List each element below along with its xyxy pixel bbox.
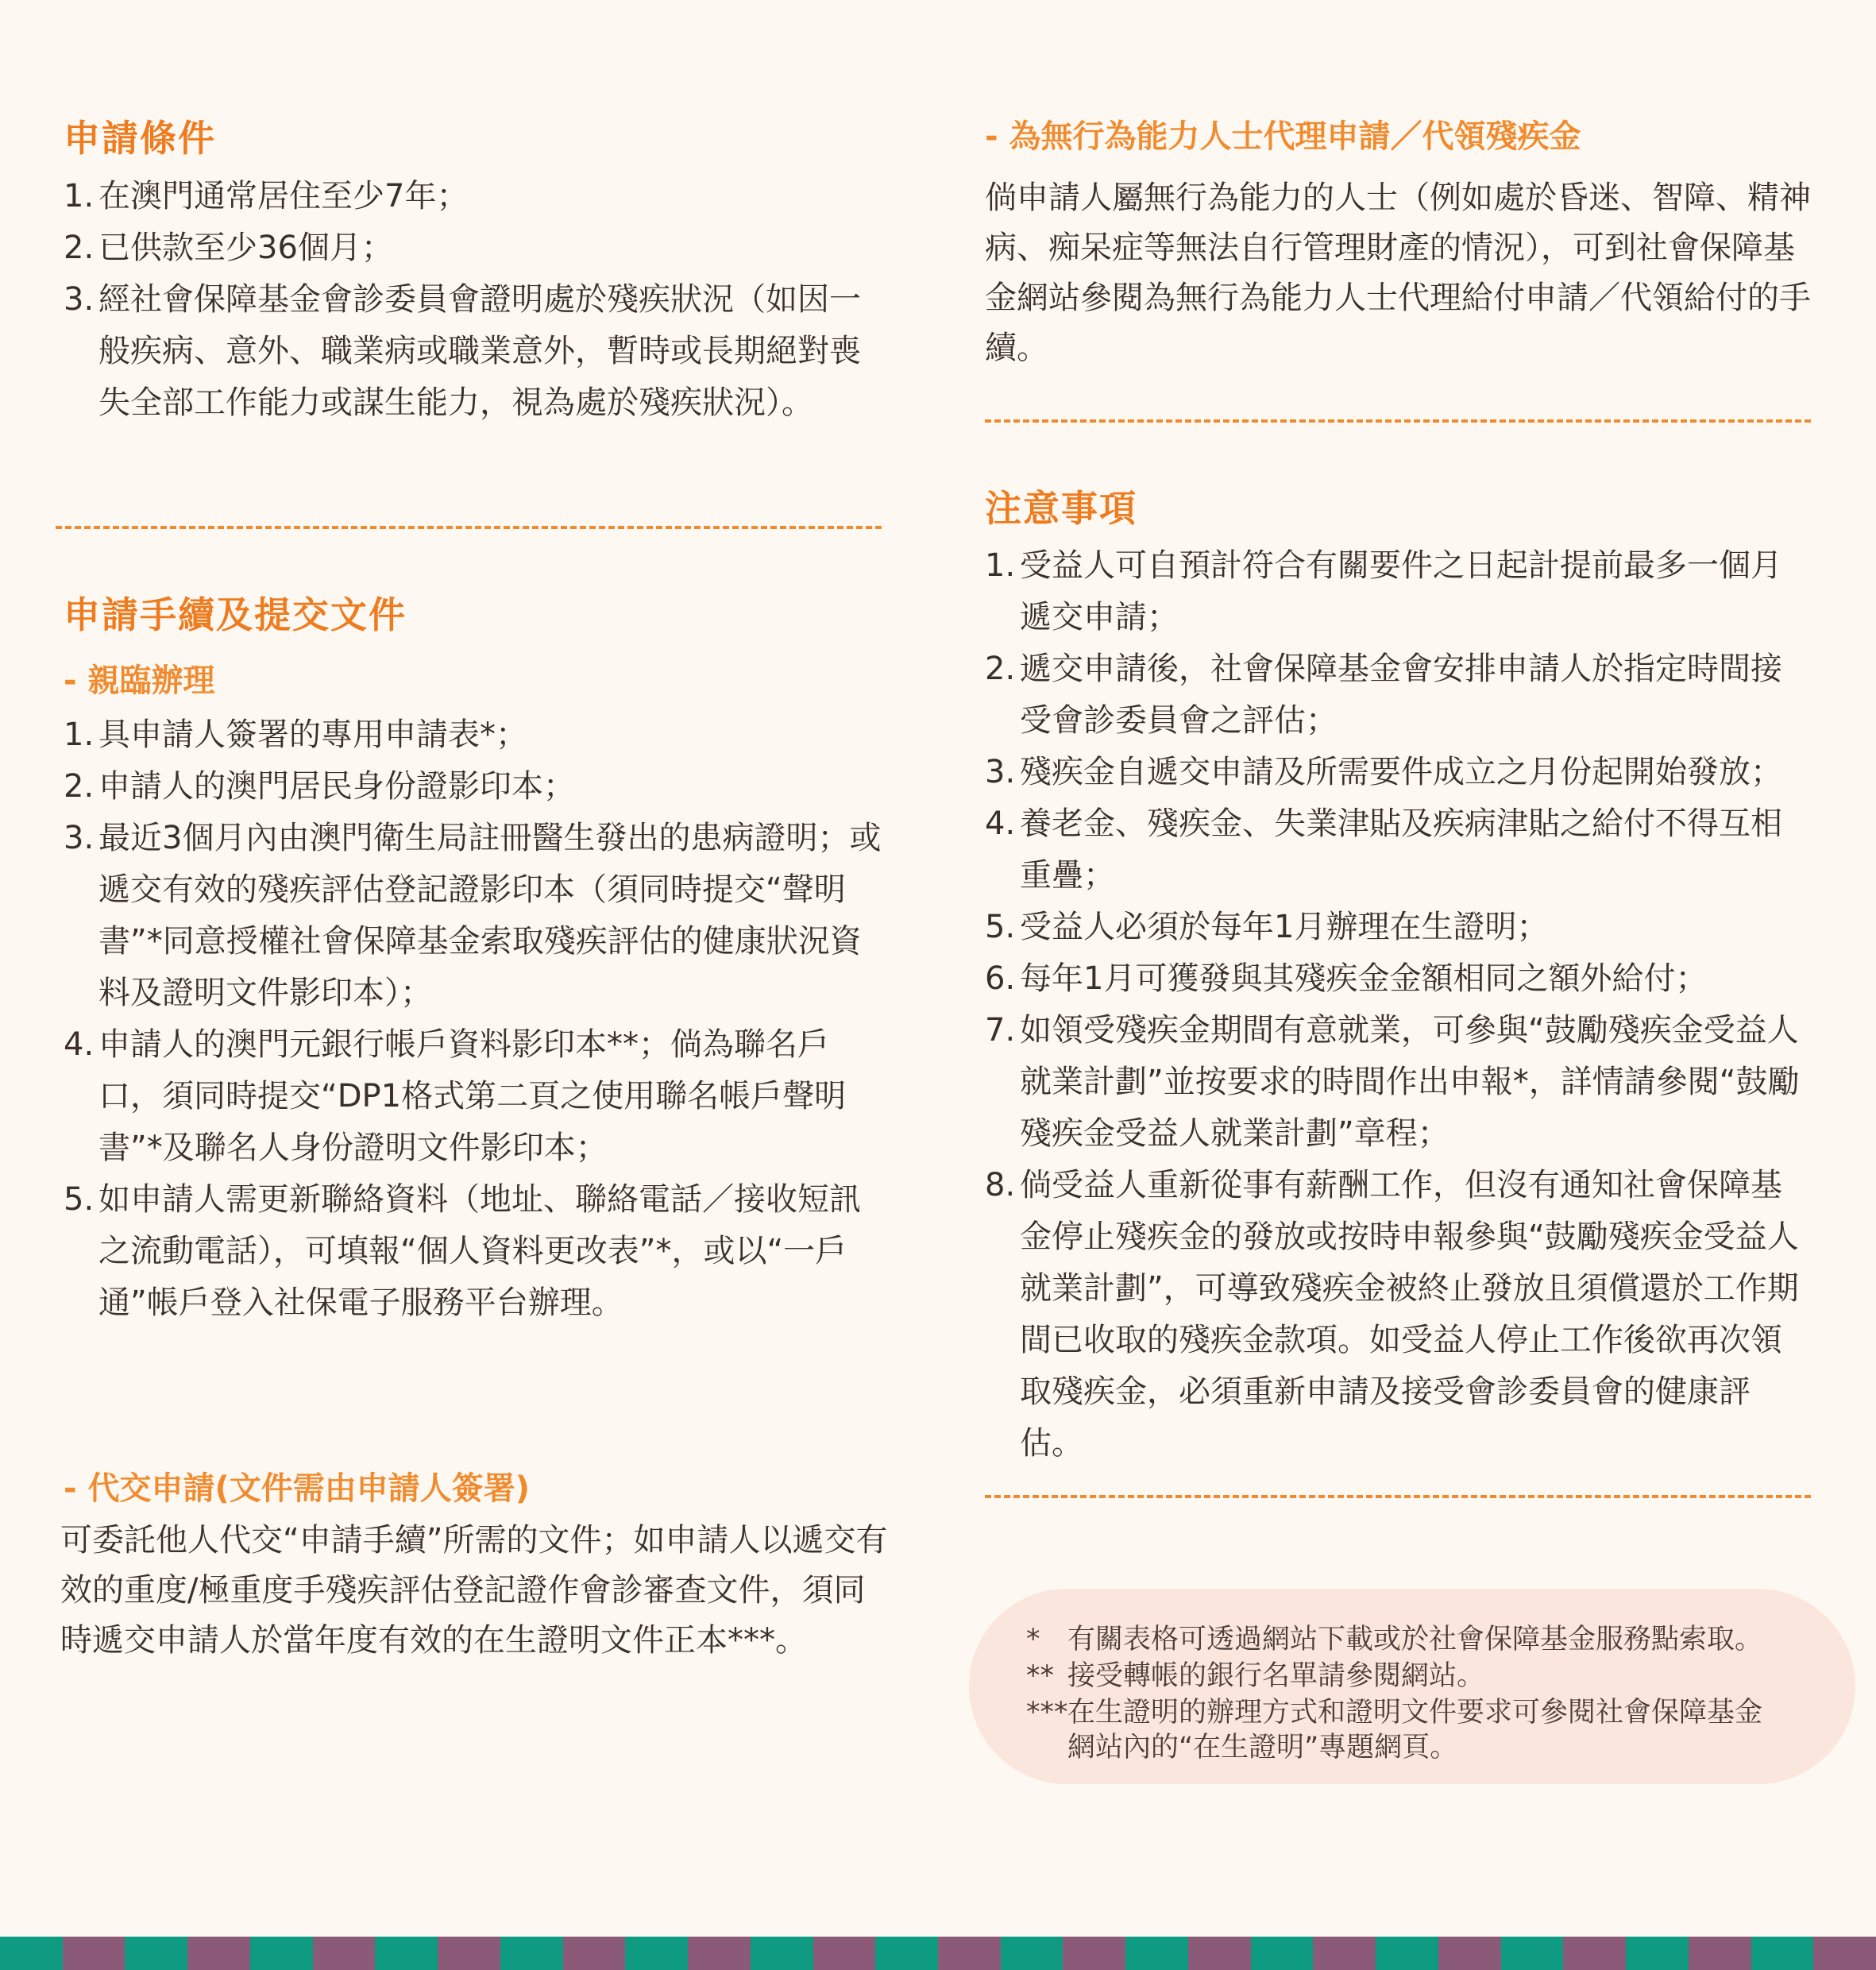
item-text: 倘受益人重新從事有薪酬工作，但沒有通知社會保障基金停止殘疾金的發放或按時申報參與“鼓勵殘疾金受益人就業計劃”，可導致殘疾金被終止發放且須償還於工作期間已收取的殘疾金款項。如受益人停止工作後欲再次領取殘疾金，必須重新申請及接受會診委員會的健康評估。: [1020, 1167, 1799, 1462]
item-text: 經社會保障基金會診委員會證明處於殘疾狀況（如因一般疾病、意外、職業病或職業意外，暫時或長期絕對喪失全部工作能力或謀生能力，視為處於殘疾狀況）。: [98, 281, 861, 421]
incapacitated-text: 倘申請人屬無行為能力的人士（例如處於昏迷、智障、精神病、痴呆症等無法自行管理財產的情況），可到社會保障基金網站參閱為無行為能力人士代理給付申請／代領給付的手續。: [985, 180, 1811, 366]
item-number: 2.: [64, 768, 95, 805]
footnote: [1026, 1654, 1484, 1694]
stripe-segment: [1813, 1937, 1876, 1970]
incapacitated-subtitle: - 為無行為能力人士代理申請／代領殘疾金: [985, 118, 1581, 155]
list-item: [64, 274, 890, 429]
stripe-segment: [1501, 1937, 1564, 1970]
footnote-mark: ***: [1026, 1697, 1068, 1729]
stripe-segment: [0, 1937, 63, 1970]
item-number: 1.: [985, 547, 1016, 584]
list-item: [985, 1005, 1811, 1160]
item-number: 3.: [64, 281, 95, 318]
stripe-segment: [375, 1937, 438, 1970]
item-text: 殘疾金自遞交申請及所需要件成立之月份起開始發放；: [1020, 754, 1782, 790]
proxy-text: 可委託他人代交“申請手續”所需的文件；如申請人以遞交有效的重度/極重度手殘疾評估登記證作會診審查文件，須同時遞交申請人於當年度有效的在生證明文件正本***。: [60, 1522, 888, 1659]
list-item: [985, 643, 1811, 747]
item-number: 1.: [64, 717, 95, 753]
stripe-segment: [1626, 1937, 1689, 1970]
item-number: 2.: [985, 651, 1016, 687]
item-number: 4.: [985, 805, 1016, 842]
item-number: 3.: [985, 754, 1016, 790]
notes-title: 注意事項: [985, 487, 1137, 530]
list-item: [64, 761, 890, 813]
stripe-segment: [1313, 1937, 1376, 1970]
footnote-mark: **: [1026, 1660, 1054, 1692]
item-number: 7.: [985, 1012, 1016, 1049]
item-text: 申請人的澳門居民身份證影印本；: [98, 768, 575, 805]
stripe-segment: [1376, 1937, 1438, 1970]
stripe-segment: [1689, 1937, 1751, 1970]
footnote-text: 接受轉帳的銀行名單請參閱網站。: [1067, 1660, 1485, 1692]
list-item: [64, 1019, 890, 1174]
procedure-title: 申請手續及提交文件: [64, 593, 407, 636]
stripe-segment: [1188, 1937, 1251, 1970]
item-number: 6.: [985, 960, 1016, 997]
item-text: 具申請人簽署的專用申請表*；: [98, 717, 527, 753]
stripe-segment: [438, 1937, 500, 1970]
footnote-continuation: 網站內的“在生證明”專題網頁。: [1067, 1732, 1458, 1763]
stripe-segment: [500, 1937, 563, 1970]
stripe-segment: [63, 1937, 125, 1970]
stripe-segment: [1063, 1937, 1125, 1970]
stripe-segment: [563, 1937, 626, 1970]
item-number: 4.: [64, 1026, 95, 1063]
eligibility-list: [64, 171, 890, 429]
list-item: [64, 813, 890, 1019]
item-text: 受益人可自預計符合有關要件之日起計提前最多一個月遞交申請；: [1020, 547, 1782, 635]
footnote-text: 有關表格可透過網站下載或於社會保障基金服務點索取。: [1067, 1624, 1763, 1655]
item-number: 5.: [64, 1181, 95, 1218]
list-item: [985, 1160, 1811, 1470]
list-item: [985, 747, 1811, 798]
item-number: 8.: [985, 1167, 1016, 1203]
list-item: [64, 171, 890, 222]
stripe-segment: [1251, 1937, 1314, 1970]
list-item: [985, 540, 1811, 643]
section-divider: [985, 1495, 1811, 1498]
section-divider: [985, 419, 1811, 423]
proxy-subtitle: - 代交申請(文件需由申請人簽署): [64, 1470, 531, 1507]
in-person-list: [64, 709, 890, 1329]
footnote-text: 在生證明的辦理方式和證明文件要求可參閱社會保障基金: [1067, 1697, 1763, 1729]
stripe-segment: [1438, 1937, 1501, 1970]
stripe-segment: [938, 1937, 1001, 1970]
list-item: [985, 798, 1811, 902]
stripe-segment: [187, 1937, 250, 1970]
item-text: 已供款至少36個月；: [98, 230, 393, 266]
stripe-segment: [125, 1937, 187, 1970]
list-item: [64, 1174, 890, 1329]
item-text: 遞交申請後，社會保障基金會安排申請人於指定時間接受會診委員會之評估；: [1020, 651, 1782, 739]
list-item: [64, 709, 890, 761]
footnote: [1026, 1690, 1762, 1730]
item-text: 每年1月可獲發與其殘疾金金額相同之額外給付；: [1020, 960, 1708, 997]
stripe-segment: [313, 1937, 376, 1970]
stripe-segment: [751, 1937, 813, 1970]
in-person-subtitle: - 親臨辦理: [64, 662, 215, 699]
item-text: 受益人必須於每年1月辦理在生證明；: [1020, 909, 1549, 945]
item-text: 養老金、殘疾金、失業津貼及疾病津貼之給付不得互相重疊；: [1020, 805, 1782, 894]
stripe-segment: [813, 1937, 876, 1970]
footnote: [1026, 1617, 1762, 1657]
stripe-segment: [875, 1937, 938, 1970]
item-number: 1.: [64, 178, 95, 214]
stripe-segment: [1125, 1937, 1188, 1970]
stripe-segment: [1563, 1937, 1626, 1970]
stripe-segment: [688, 1937, 751, 1970]
item-text: 如領受殘疾金期間有意就業，可參與“鼓勵殘疾金受益人就業計劃”並按要求的時間作出申報*，詳情請參閱“鼓勵殘疾金受益人就業計劃”章程；: [1020, 1012, 1800, 1152]
notes-list: [985, 540, 1811, 1470]
eligibility-title: 申請條件: [64, 117, 216, 160]
list-item: [985, 902, 1811, 953]
item-number: 5.: [985, 909, 1016, 945]
item-text: 最近3個月內由澳門衛生局註冊醫生發出的患病證明；或遞交有效的殘疾評估登記證影印本（須同時提交“聲明書”*同意授權社會保障基金索取殘疾評估的健康狀況資料及證明文件影印本）；: [98, 820, 882, 1011]
footnotes-box: [969, 1589, 1855, 1784]
list-item: [985, 953, 1811, 1005]
stripe-segment: [625, 1937, 688, 1970]
item-text: 如申請人需更新聯絡資料（地址、聯絡電話／接收短訊之流動電話），可填報“個人資料更改表”*，或以“一戶通”帳戶登入社保電子服務平台辦理。: [98, 1181, 861, 1321]
footnote-mark: *: [1026, 1624, 1040, 1655]
section-divider: [56, 526, 882, 529]
item-text: 申請人的澳門元銀行帳戶資料影印本**；倘為聯名戶口，須同時提交“DP1格式第二頁之使用聯名帳戶聲明書”*及聯名人身份證明文件影印本；: [98, 1026, 847, 1166]
item-number: 2.: [64, 230, 95, 266]
item-number: 3.: [64, 820, 95, 856]
item-text: 在澳門通常居住至少7年；: [98, 178, 469, 214]
stripe-segment: [250, 1937, 313, 1970]
stripe-segment: [1751, 1937, 1814, 1970]
list-item: [64, 222, 890, 274]
decorative-stripe: [0, 1937, 1876, 1970]
stripe-segment: [1001, 1937, 1063, 1970]
